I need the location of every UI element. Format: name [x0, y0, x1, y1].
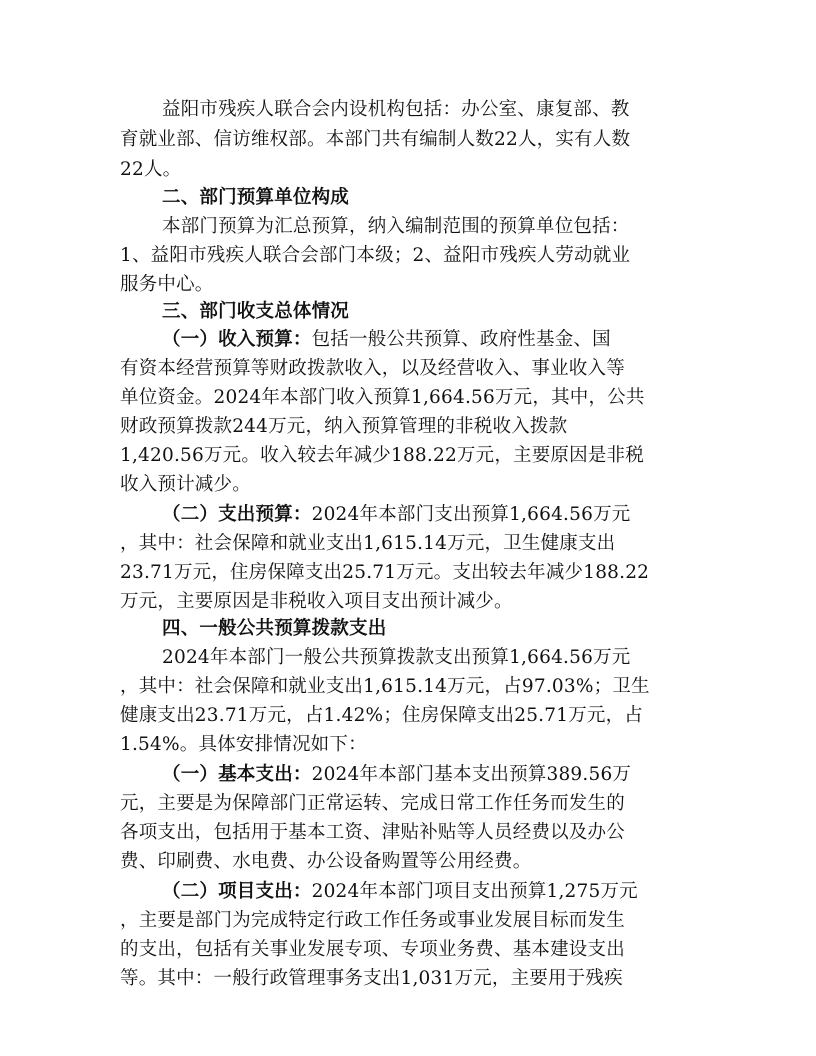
body-line: 育就业部、信访维权部。本部门共有编制人数22人，实有人数 [120, 129, 631, 150]
body-line: 万元，主要原因是非税收入项目支出预计减少。 [120, 591, 513, 612]
section-heading: 四、一般公共预算拨款支出 [162, 618, 387, 639]
subsection-label: （一）基本支出： [162, 764, 312, 785]
subsection-label: （二）项目支出： [162, 881, 312, 902]
body-line: 1,420.56万元。收入较去年减少188.22万元，主要原因是非税 [120, 445, 644, 466]
body-line: 财政预算拨款244万元，纳入预算管理的非税收入拨款 [120, 416, 568, 437]
body-line: 健康支出23.71万元，占1.42%；住房保障支出25.71万元，占 [120, 705, 643, 726]
paragraph-line [162, 877, 638, 907]
body-line: 1.54%。具体安排情况如下： [120, 734, 367, 755]
body-line: 收入预计减少。 [120, 474, 251, 495]
body-line: 1、益阳市残疾人联合会部门本级；2、益阳市残疾人劳动就业 [120, 245, 631, 266]
section-heading: 三、部门收支总体情况 [162, 301, 350, 322]
body-line: ，其中：社会保障和就业支出1,615.14万元，占97.03%；卫生 [120, 676, 650, 697]
body-text: 2024年本部门支出预算1,664.56万元 [311, 504, 631, 525]
subsection-label: （二）支出预算： [162, 504, 312, 525]
body-line: 本部门预算为汇总预算，纳入编制范围的预算单位包括： [162, 216, 630, 237]
body-text: 包括一般公共预算、政府性基金、国 [311, 329, 611, 350]
body-line: 有资本经营预算等财政拨款收入，以及经营收入、事业收入等 [120, 358, 625, 379]
paragraph-line [162, 500, 630, 530]
body-line: 单位资金。2024年本部门收入预算1,664.56万元，其中，公共 [120, 387, 645, 408]
paragraph-line [162, 760, 631, 790]
body-text: 2024年本部门项目支出预算1,275万元 [311, 881, 638, 902]
paragraph-line [162, 325, 611, 355]
body-line: 2024年本部门一般公共预算拨款支出预算1,664.56万元 [162, 647, 631, 668]
body-line: 费、印刷费、水电费、办公设备购置等公用经费。 [120, 851, 532, 872]
section-heading: 二、部门预算单位构成 [162, 187, 350, 208]
body-line: 服务中心。 [120, 274, 214, 295]
body-line: ，其中：社会保障和就业支出1,615.14万元，卫生健康支出 [120, 533, 616, 554]
body-line: 益阳市残疾人联合会内设机构包括：办公室、康复部、教 [162, 99, 630, 120]
body-line: ，主要是部门为完成特定行政工作任务或事业发展目标而发生 [120, 910, 625, 931]
subsection-label: （一）收入预算： [162, 329, 312, 350]
body-text: 2024年本部门基本支出预算389.56万 [311, 764, 632, 785]
body-line: 22人。 [120, 159, 182, 180]
body-line: 等。其中：一般行政管理事务支出1,031万元，主要用于残疾 [120, 968, 623, 989]
body-line: 的支出，包括有关事业发展专项、专项业务费、基本建设支出 [120, 939, 625, 960]
body-line: 各项支出，包括用于基本工资、津贴补贴等人员经费以及办公 [120, 822, 625, 843]
body-line: 23.71万元，住房保障支出25.71万元。支出较去年减少188.22 [120, 562, 650, 583]
body-line: 元，主要是为保障部门正常运转、完成日常工作任务而发生的 [120, 793, 625, 814]
